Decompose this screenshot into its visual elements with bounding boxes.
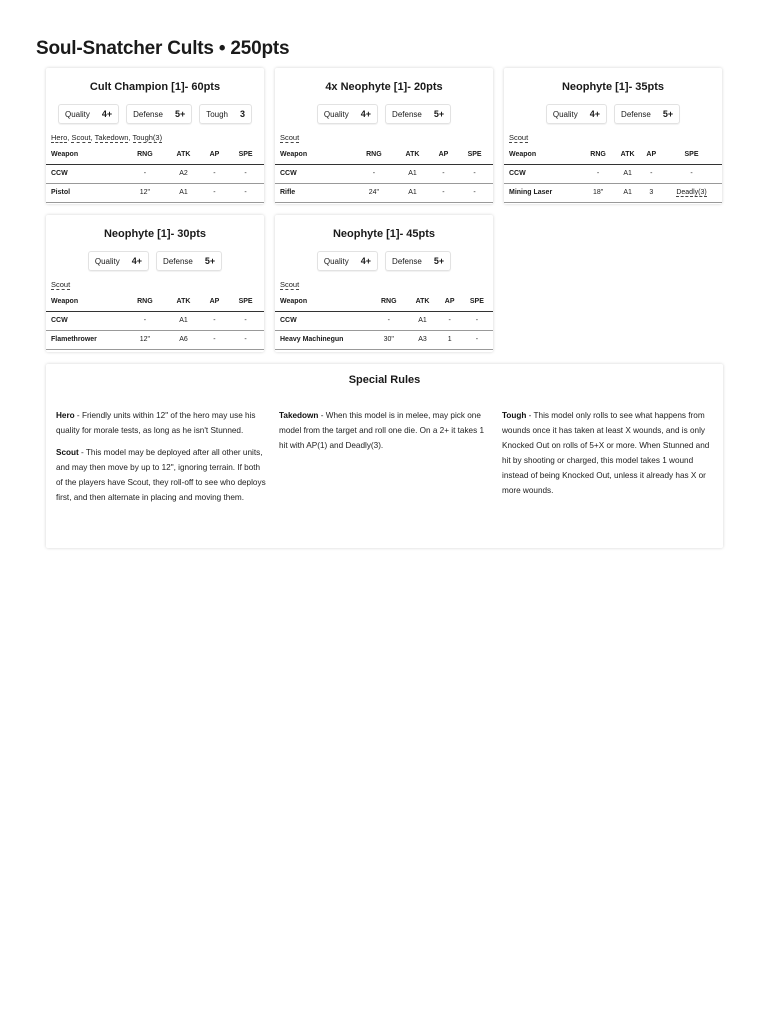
unit-title: Neophyte [1]- 35pts	[561, 81, 665, 93]
stat-label: Quality	[94, 256, 120, 266]
header-spe: SPE	[661, 146, 722, 164]
header-ap: AP	[431, 146, 457, 164]
unit-title: Cult Champion [1]- 60pts	[89, 81, 221, 93]
special-rules-card	[46, 364, 723, 548]
weapon-row	[504, 164, 722, 183]
stat-value: 4+	[360, 109, 372, 119]
stat-value: 5+	[433, 256, 445, 266]
weapon-row	[275, 183, 493, 202]
special-rules-title: Special Rules	[348, 374, 421, 386]
stat-label: Quality	[552, 109, 578, 119]
stat-label: Tough	[206, 109, 228, 119]
weapon-spe: -	[456, 164, 493, 183]
special-rules-column	[56, 408, 267, 512]
weapon-ap: -	[642, 164, 662, 183]
rule-scout[interactable]: Scout	[280, 280, 300, 289]
weapon-spe: -	[227, 330, 264, 349]
stat-value: 5+	[174, 109, 186, 119]
header-rng: RNG	[582, 146, 613, 164]
header-weapon: Weapon	[46, 146, 124, 164]
weapon-name: Mining Laser	[504, 183, 582, 202]
rule-scout[interactable]: Scout	[280, 133, 300, 142]
weapon-atk: A1	[165, 311, 201, 330]
stat-quality	[546, 104, 607, 124]
weapon-ap: -	[431, 183, 457, 202]
stat-tough	[199, 104, 252, 124]
stat-quality	[58, 104, 119, 124]
stat-value: 4+	[589, 109, 601, 119]
weapon-name: Flamethrower	[46, 330, 124, 349]
weapon-atk: A1	[394, 164, 430, 183]
unit-rules	[51, 280, 264, 290]
weapon-rng: -	[353, 164, 394, 183]
weapon-row	[46, 183, 264, 202]
weapons-table	[275, 293, 493, 350]
unit-stats	[275, 251, 493, 271]
weapon-atk: A2	[165, 164, 201, 183]
rule-text: This model only rolls to see what happens from wounds once it has taken at least X wounds, and is only Knocked Out on rolls of 5+X or more. When Stunned and hit by shooting or charged, this model takes 1 wound instead of being Knocked Out, unless it already has X or more wounds.	[502, 411, 710, 495]
weapon-name: CCW	[46, 164, 124, 183]
header-weapon: Weapon	[46, 293, 124, 311]
stat-value: 5+	[433, 109, 445, 119]
header-atk: ATK	[165, 293, 201, 311]
weapon-ap: -	[202, 311, 228, 330]
weapon-rng: 12"	[124, 183, 165, 202]
weapon-rng: 18"	[582, 183, 613, 202]
stat-quality	[317, 104, 378, 124]
weapon-row	[275, 164, 493, 183]
weapon-row	[504, 183, 722, 202]
weapon-ap: -	[202, 330, 228, 349]
weapon-row	[275, 311, 493, 330]
header-weapon: Weapon	[275, 293, 371, 311]
weapon-rng: -	[124, 164, 165, 183]
rule-text: Friendly units within 12" of the hero may use his quality for morale tests, as long as he isn't Stunned.	[56, 411, 256, 435]
header-weapon: Weapon	[275, 146, 353, 164]
rule-text: When this model is in melee, may pick one model from the target and roll one die. On a 2+ it takes 1 hit with AP(1) and Deadly(3).	[279, 411, 485, 450]
unit-stats	[46, 104, 264, 124]
stat-label: Defense	[133, 109, 163, 119]
rule-scout[interactable]: Scout	[509, 133, 529, 142]
stat-label: Defense	[392, 256, 422, 266]
stat-value: 4+	[101, 109, 113, 119]
unit-title: Neophyte [1]- 45pts	[332, 228, 436, 240]
stat-quality	[88, 251, 149, 271]
weapon-atk: A1	[165, 183, 201, 202]
weapon-row	[46, 330, 264, 349]
stat-label: Defense	[621, 109, 651, 119]
weapons-table	[275, 146, 493, 203]
stat-label: Quality	[323, 256, 349, 266]
stat-defense	[385, 104, 451, 124]
unit-card	[46, 215, 264, 352]
weapon-spe	[661, 183, 722, 202]
header-spe: SPE	[227, 293, 264, 311]
rule-name: Takedown	[279, 411, 319, 420]
stat-defense	[614, 104, 680, 124]
unit-rules	[280, 133, 493, 143]
weapon-atk: A1	[394, 183, 430, 202]
rule-name: Tough	[502, 411, 527, 420]
stat-value: 5+	[204, 256, 216, 266]
header-spe: SPE	[456, 146, 493, 164]
weapon-spe: -	[227, 183, 264, 202]
stat-label: Quality	[64, 109, 90, 119]
weapon-rng: -	[582, 164, 613, 183]
header-atk: ATK	[407, 293, 439, 311]
unit-rules	[280, 280, 493, 290]
rule-name: Hero	[56, 411, 75, 420]
header-rng: RNG	[124, 146, 165, 164]
header-rng: RNG	[353, 146, 394, 164]
weapon-atk: A1	[614, 164, 642, 183]
stat-defense	[126, 104, 192, 124]
rule-deadly[interactable]: Deadly(3)	[676, 189, 707, 196]
unit-stats	[46, 251, 264, 271]
weapon-ap: 3	[642, 183, 662, 202]
weapon-rng: -	[124, 311, 165, 330]
weapon-spe: -	[227, 311, 264, 330]
stat-label: Defense	[392, 109, 422, 119]
page-title: Soul-Snatcher Cults • 250pts	[36, 38, 290, 59]
unit-stats	[275, 104, 493, 124]
unit-card	[504, 68, 722, 204]
weapon-name: CCW	[504, 164, 582, 183]
weapon-name: Rifle	[275, 183, 353, 202]
stat-defense	[156, 251, 222, 271]
unit-title: Neophyte [1]- 30pts	[103, 228, 207, 240]
weapon-rng: -	[371, 311, 407, 330]
weapon-spe: -	[461, 311, 493, 330]
special-rules-columns	[46, 408, 723, 512]
special-rules-column	[279, 408, 490, 512]
rule-name: Scout	[56, 448, 79, 457]
rule-text: This model may be deployed after all other units, and may then move by up to 12", ignoring terrain. If both of the players have Scout, they roll-off to see who deploys first, and then alternate in placing and moving them.	[56, 448, 266, 502]
rule-scout[interactable]: Scout	[51, 280, 71, 289]
special-rule-scout: Scout - This model may be deployed after all other units, and may then move by up to 12", ignoring terrain. If both of the players have Scout, they roll-off to see who deploys first, and then alternate in placing and moving them.	[56, 448, 266, 502]
header-atk: ATK	[394, 146, 430, 164]
weapon-atk: A1	[614, 183, 642, 202]
header-rng: RNG	[124, 293, 165, 311]
weapon-ap: -	[202, 183, 228, 202]
unit-rules: Hero, Scout, Takedown, Tough(3)	[51, 133, 163, 142]
unit-stats	[504, 104, 722, 124]
unit-card	[46, 68, 264, 204]
rule-scout[interactable]: Scout	[71, 133, 91, 142]
header-spe: SPE	[227, 146, 264, 164]
weapons-header-row	[275, 146, 493, 164]
weapon-name: CCW	[275, 164, 353, 183]
rule-takedown[interactable]: Takedown	[94, 133, 129, 142]
header-weapon: Weapon	[504, 146, 582, 164]
weapons-header-row	[46, 293, 264, 311]
stat-value: 4+	[131, 256, 143, 266]
header-ap: AP	[202, 293, 228, 311]
weapon-rng: 24"	[353, 183, 394, 202]
weapons-header-row	[46, 146, 264, 164]
weapons-table	[46, 293, 264, 350]
weapon-spe: -	[456, 183, 493, 202]
rule-tough[interactable]: Tough(3)	[132, 133, 163, 142]
header-atk: ATK	[165, 146, 201, 164]
weapons-table	[504, 146, 722, 203]
weapon-spe: -	[461, 330, 493, 349]
weapon-ap: 1	[438, 330, 460, 349]
stat-defense	[385, 251, 451, 271]
rule-hero[interactable]: Hero	[51, 133, 68, 142]
weapon-name: Pistol	[46, 183, 124, 202]
special-rule-hero: Hero - Friendly units within 12" of the hero may use his quality for morale tests, as long as he isn't Stunned.	[56, 411, 256, 435]
weapons-header-row	[504, 146, 722, 164]
special-rule-takedown: Takedown - When this model is in melee, may pick one model from the target and roll one die. On a 2+ it takes 1 hit with AP(1) and Deadly(3).	[279, 411, 485, 450]
header-spe: SPE	[461, 293, 493, 311]
header-ap: AP	[202, 146, 228, 164]
weapon-atk: A6	[165, 330, 201, 349]
header-ap: AP	[438, 293, 460, 311]
header-ap: AP	[642, 146, 662, 164]
weapon-name: CCW	[46, 311, 124, 330]
weapon-spe: -	[661, 164, 722, 183]
weapon-row	[46, 164, 264, 183]
weapon-atk: A1	[407, 311, 439, 330]
unit-title: 4x Neophyte [1]- 20pts	[325, 81, 443, 93]
weapon-ap: -	[431, 164, 457, 183]
stat-value: 5+	[662, 109, 674, 119]
header-atk: ATK	[614, 146, 642, 164]
stat-value: 3	[240, 109, 246, 119]
weapon-rng: 12"	[124, 330, 165, 349]
stat-quality	[317, 251, 378, 271]
stat-label: Quality	[323, 109, 349, 119]
weapons-table	[46, 146, 264, 203]
special-rules-column	[502, 408, 713, 512]
weapon-name: CCW	[275, 311, 371, 330]
weapon-atk: A3	[407, 330, 439, 349]
weapon-ap: -	[438, 311, 460, 330]
weapon-spe: -	[227, 164, 264, 183]
unit-card	[275, 215, 493, 352]
header-rng: RNG	[371, 293, 407, 311]
special-rule-tough: Tough - This model only rolls to see what happens from wounds once it has taken at least X wounds, and is only Knocked Out on rolls of 5+X or more. When Stunned and hit by shooting or charged, this model takes 1 wound instead of being Knocked Out, unless it already has X or more wounds.	[502, 411, 710, 495]
weapon-row	[46, 311, 264, 330]
stat-label: Defense	[163, 256, 193, 266]
weapons-header-row	[275, 293, 493, 311]
weapon-rng: 30"	[371, 330, 407, 349]
stat-value: 4+	[360, 256, 372, 266]
weapon-row	[275, 330, 493, 349]
unit-card	[275, 68, 493, 204]
unit-rules	[509, 133, 722, 143]
weapon-name: Heavy Machinegun	[275, 330, 371, 349]
weapon-ap: -	[202, 164, 228, 183]
